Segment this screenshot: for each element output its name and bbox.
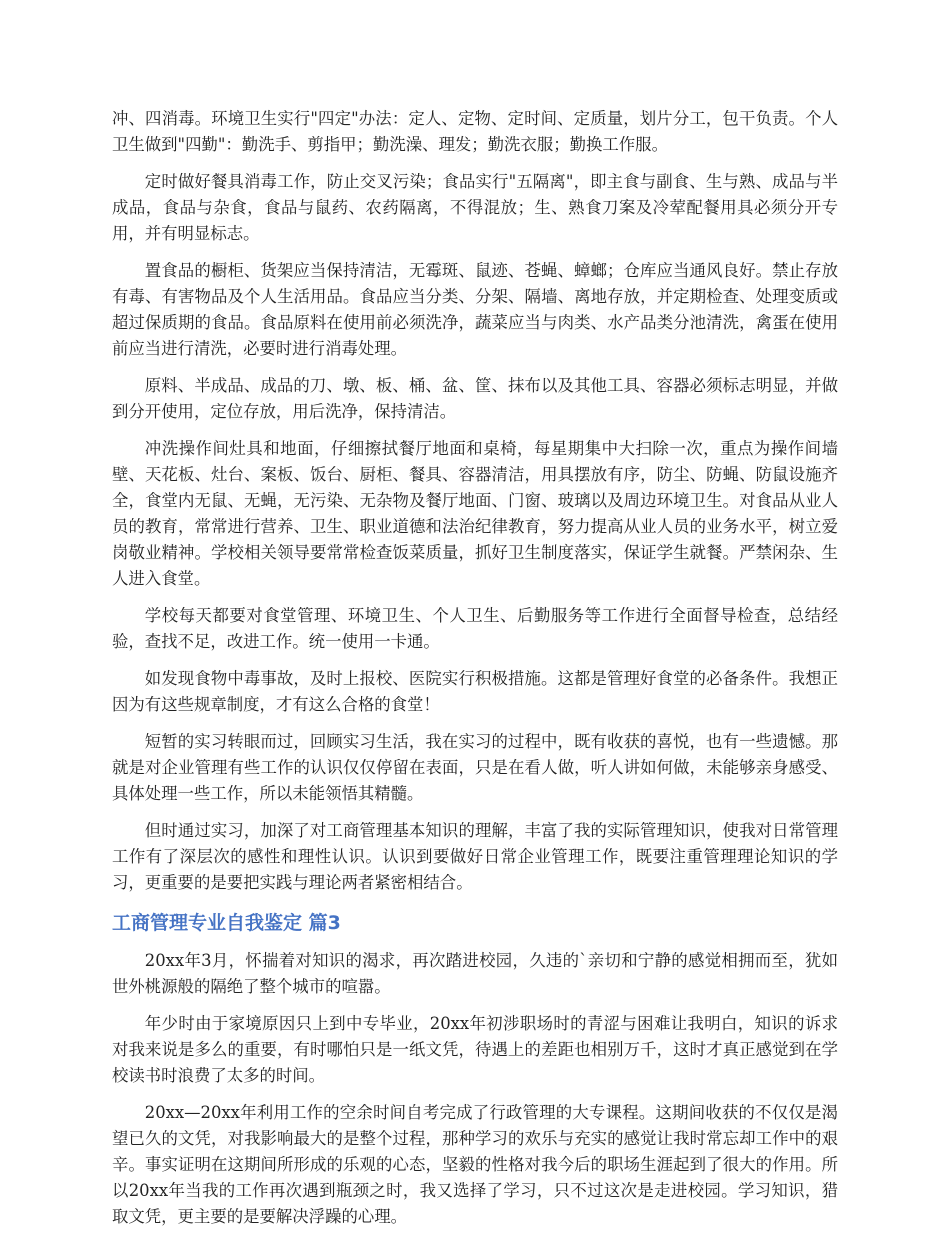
paragraph: 20xx年3月，怀揣着对知识的渴求，再次踏进校园，久违的`亲切和宁静的感觉相拥而至，犹如世外桃源般的隔绝了整个城市的喧嚣。	[112, 951, 838, 996]
paragraph: 但时通过实习，加深了对工商管理基本知识的理解，丰富了我的实际管理知识，使我对日常管理工作有了深层次的感性和理性认识。认识到要做好日常企业管理工作，既要注重管理理论知识的学习，更重要的是要把实践与理论两者紧密相结合。	[112, 821, 838, 892]
paragraph: 如发现食物中毒事故，及时上报校、医院实行积极措施。这都是管理好食堂的必备条件。我想正因为有这些规章制度，才有这么合格的食堂！	[112, 669, 838, 714]
paragraph: 原料、半成品、成品的刀、墩、板、桶、盆、筐、抹布以及其他工具、容器必须标志明显，并做到分开使用，定位存放，用后洗净，保持清洁。	[112, 376, 838, 421]
paragraph: 置食品的橱柜、货架应当保持清洁，无霉斑、鼠迹、苍蝇、蟑螂；仓库应当通风良好。禁止存放有毒、有害物品及个人生活用品。食品应当分类、分架、隔墙、离地存放，并定期检查、处理变质或超过保质期的食品。食品原料在使用前必须洗净，蔬菜应当与肉类、水产品类分池清洗，禽蛋在使用前应当进行清洗，必要时进行消毒处理。	[112, 261, 838, 358]
paragraph: 年少时由于家境原因只上到中专毕业，20xx年初涉职场时的青涩与困难让我明白，知识的诉求对我来说是多么的重要，有时哪怕只是一纸文凭，待遇上的差距也相别万千，这时才真正感觉到在学校读书时浪费了太多的时间。	[112, 1014, 838, 1085]
paragraph: 学校每天都要对食堂管理、环境卫生、个人卫生、后勤服务等工作进行全面督导检查，总结经验，查找不足，改进工作。统一使用一卡通。	[112, 606, 838, 651]
section-heading: 工商管理专业自我鉴定 篇3	[112, 912, 341, 934]
paragraph: 冲洗操作间灶具和地面，仔细擦拭餐厅地面和桌椅，每星期集中大扫除一次，重点为操作间墙壁、天花板、灶台、案板、饭台、厨柜、餐具、容器清洁，用具摆放有序，防尘、防蝇、防鼠设施齐全，食堂内无鼠、无蝇，无污染、无杂物及餐厅地面、门窗、玻璃以及周边环境卫生。对食品从业人员的教育，常常进行营养、卫生、职业道德和法治纪律教育，努力提高从业人员的业务水平，树立爱岗敬业精神。学校相关领导要常常检查饭菜质量，抓好卫生制度落实，保证学生就餐。严禁闲杂、生人进入食堂。	[112, 439, 838, 588]
paragraph: 定时做好餐具消毒工作，防止交叉污染；食品实行"五隔离"，即主食与副食、生与熟、成品与半成品，食品与杂食，食品与鼠药、农药隔离，不得混放；生、熟食刀案及冷荤配餐用具必须分开专用，并有明显标志。	[112, 172, 838, 243]
paragraph: 短暂的实习转眼而过，回顾实习生活，我在实习的过程中，既有收获的喜悦，也有一些遗憾。那就是对企业管理有些工作的认识仅仅停留在表面，只是在看人做，听人讲如何做，未能够亲身感受、具体处理一些工作，所以未能领悟其精髓。	[112, 732, 838, 803]
document-page	[112, 106, 838, 1241]
paragraph: 20xx—20xx年利用工作的空余时间自考完成了行政管理的大专课程。这期间收获的不仅仅是渴望已久的文凭，对我影响最大的是整个过程，那种学习的欢乐与充实的感觉让我时常忘却工作中的艰辛。事实证明在这期间所形成的乐观的心态，坚毅的性格对我今后的职场生涯起到了很大的作用。所以20xx年当我的工作再次遇到瓶颈之时，我又选择了学习，只不过这次是走进校园。学习知识，猎取文凭，更主要的是要解决浮躁的心理。	[112, 1103, 838, 1226]
paragraph: 冲、四消毒。环境卫生实行"四定"办法：定人、定物、定时间、定质量，划片分工，包干负责。个人卫生做到"四勤"：勤洗手、剪指甲；勤洗澡、理发；勤洗衣服；勤换工作服。	[112, 109, 838, 154]
